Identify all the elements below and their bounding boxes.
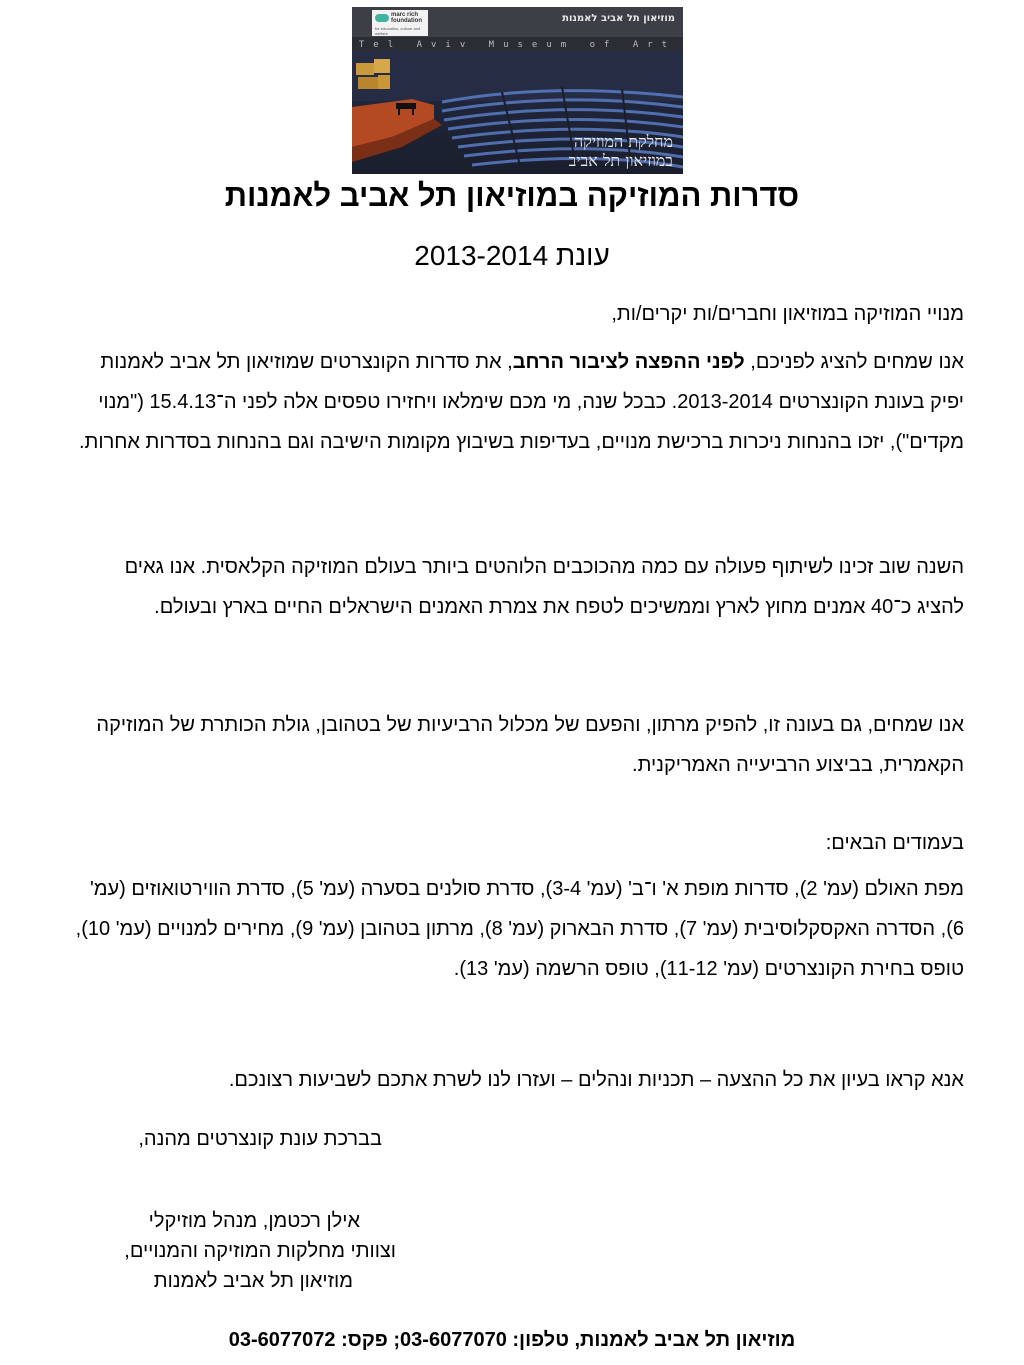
- museum-logo-hebrew: מוזיאון תל אביב לאמנות: [562, 13, 675, 24]
- season-subtitle: עונת 2013-2014: [414, 240, 610, 271]
- intro-highlight: לפני ההפצה לציבור הרחב: [512, 351, 745, 373]
- intro-text-start: אנו שמחים להציג לפניכם,: [744, 351, 964, 373]
- artists-paragraph: השנה שוב זכינו לשיתוף פעולה עם כמה מהכוכבים הלוהטים ביותר בעולם המוזיקה הקלאסית. אנו גאים להציג כ־40 אמנים מחוץ לארץ וממשיכים לטפח את צמרת האמנים הישראלים החיים בארץ ובעולם.: [124, 556, 964, 618]
- marathon-paragraph: אנו שמחים, גם בעונה זו, להפיק מרתון, והפעם של מכלול הרביעיות של בטהובן, גולת הכותרת של המוזיקה הקאמרית, בביצוע הרביעייה האמריקנית.: [96, 714, 964, 776]
- contents-heading: בעמודים הבאים:: [825, 832, 964, 854]
- request-paragraph: אנא קראו בעיון את כל ההצעה – תכניות ונהלים – ועזרו לנו לשרת אתכם לשביעות רצונכם.: [228, 1069, 964, 1091]
- signature-line-1: אילן רכטמן, מנהל מוזיקלי: [148, 1210, 360, 1232]
- signature-line-3: מוזיאון תל אביב לאמנות: [153, 1270, 353, 1292]
- museum-logo-english: Tel Aviv Museum of Art: [358, 40, 677, 50]
- foundation-logo-icon: [375, 14, 389, 22]
- music-department-line-2: במוזיאון תל אביב: [568, 151, 673, 170]
- signature-block: [124, 1206, 396, 1296]
- signature-line-2: וצוותי מחלקות המוזיקה והמנויים,: [124, 1240, 396, 1262]
- header-banner-image: [352, 7, 683, 174]
- contents-list: מפת האולם (עמ' 2), סדרות מופת א' ו־ב' (עמ' 3-4), סדרת סולנים בסערה (עמ' 5), סדרת הווירטואוזים (עמ' 6), הסדרה האקסקלוסיבית (עמ' 7), סדרת הבארוק (עמ' 8), מרתון בטהובן (עמ' 9), מחירים למנויים (עמ' 10), טופס בחירת הקונצרטים (עמ' 11-12), טופס הרשמה (עמ' 13).: [75, 878, 964, 980]
- music-department-line-1: מחלקת המוזיקה: [573, 132, 673, 151]
- intro-paragraph: [74, 342, 964, 462]
- greeting: מנויי המוזיקה במוזיאון וחברים/ות יקרים/ות,: [611, 303, 964, 325]
- page-title: סדרות המוזיקה במוזיאון תל אביב לאמנות: [224, 178, 800, 213]
- foundation-logo: [372, 10, 428, 36]
- foundation-logo-name: marc rich foundation: [391, 12, 422, 24]
- contact-footer: מוזיאון תל אביב לאמנות, טלפון: 03-6077070; פקס: 03-6077072: [228, 1329, 796, 1351]
- closing-line: בברכת עונת קונצרטים מהנה,: [138, 1128, 382, 1150]
- intro-text-end: , את סדרות הקונצרטים שמוזיאון תל אביב לאמנות יפיק בעונת הקונצרטים 2013-2014. כבכל שנה, מי מכם שימלאו ויחזירו טפסים אלה לפני ה־15.4.13 ("מנוי מקדים"), יזכו בהנחות ניכרות ברכישת מנויים, בעדיפות בשיבוץ מקומות הישיבה וגם בהנחות בסדרות אחרות.: [79, 351, 964, 453]
- foundation-logo-subtitle: for education, culture and welfare: [375, 26, 421, 36]
- music-department-caption: [553, 132, 673, 170]
